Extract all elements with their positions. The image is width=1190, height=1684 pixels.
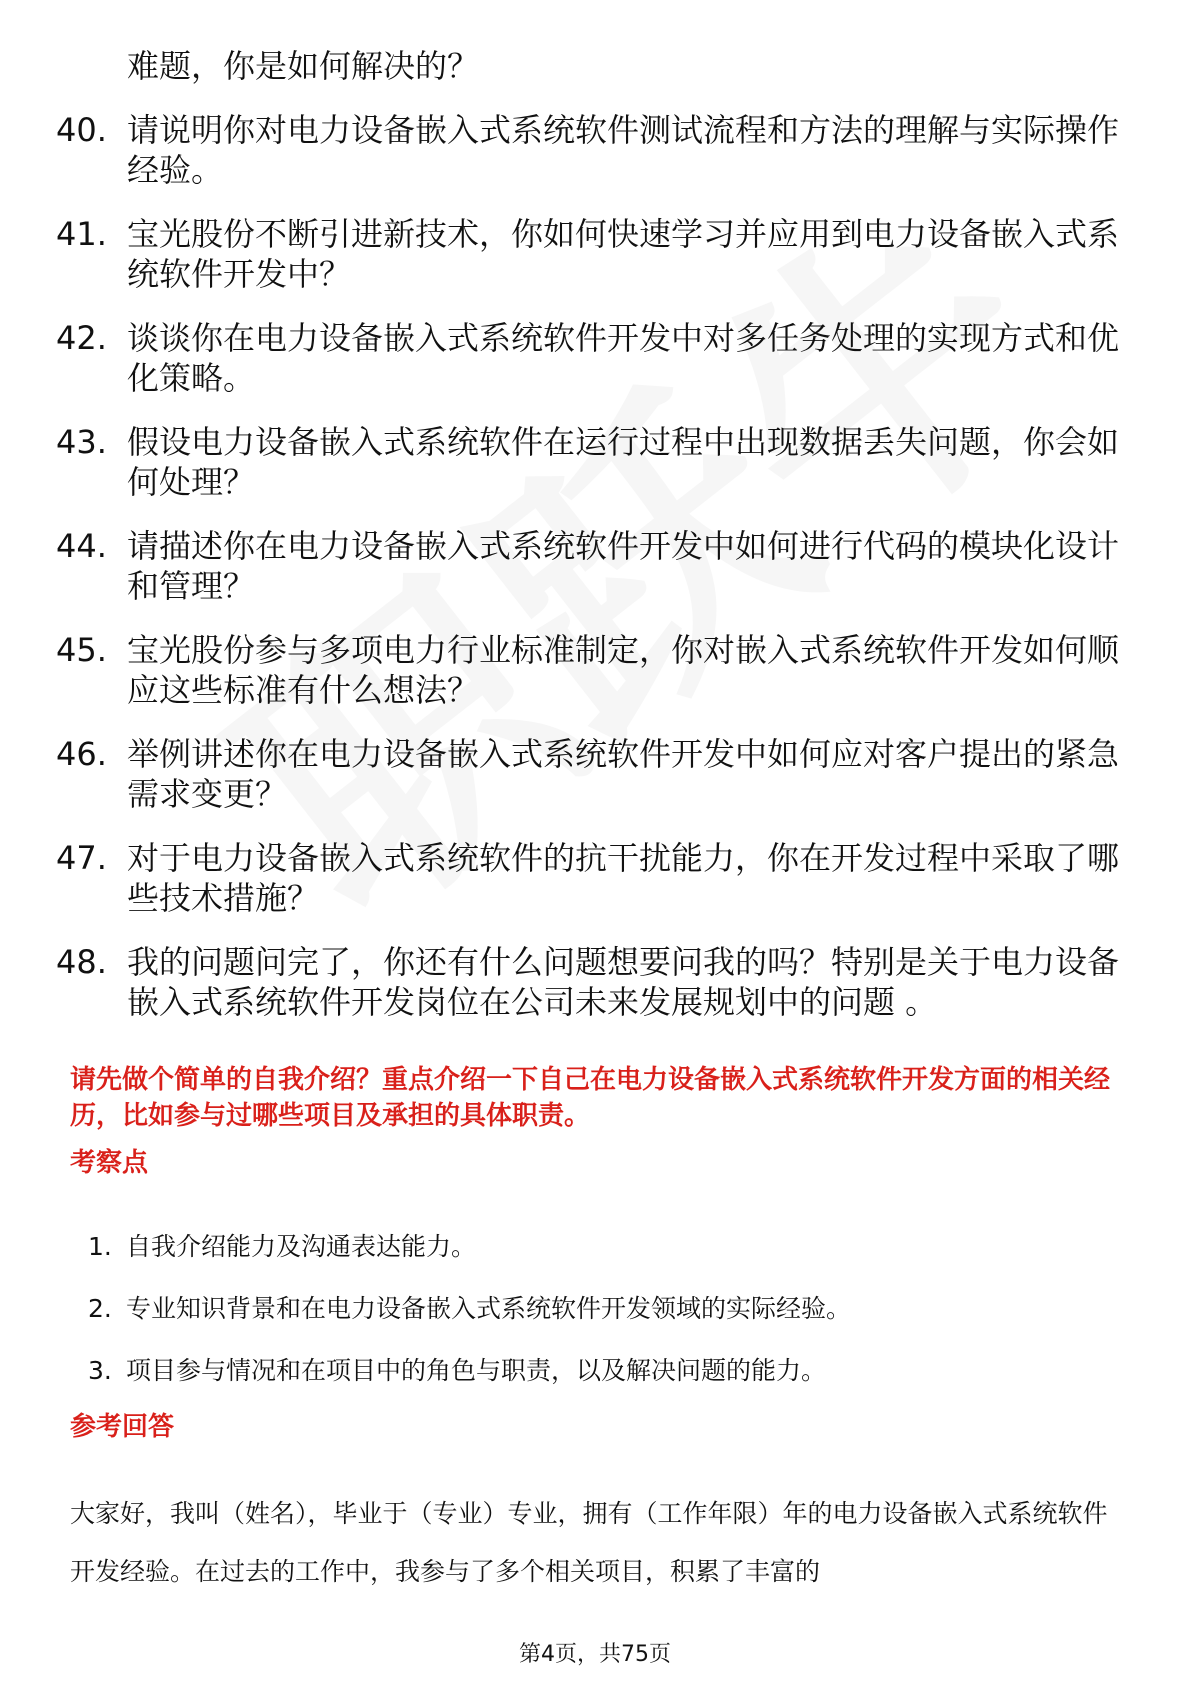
question-number: 46. — [56, 735, 107, 773]
page-number: 第4页，共75页 — [519, 1642, 671, 1667]
question-number: 41. — [56, 215, 107, 253]
question-number: 48. — [56, 943, 107, 981]
question-text: 宝光股份参与多项电力行业标准制定，你对嵌入式系统软件开发如何顺应这些标准有什么想法？ — [127, 631, 1120, 709]
question-text: 举例讲述你在电力设备嵌入式系统软件开发中如何应对客户提出的紧急需求变更？ — [127, 735, 1120, 813]
question-item — [0, 734, 1190, 838]
highlight-question: 请先做个简单的自我介绍？重点介绍一下自己在电力设备嵌入式系统软件开发方面的相关经历，比如参与过哪些项目及承担的具体职责。 — [70, 1065, 1111, 1131]
question-item — [0, 214, 1190, 318]
question-item — [0, 318, 1190, 422]
list-item-number: 3. — [88, 1356, 112, 1385]
question-text: 请说明你对电力设备嵌入式系统软件测试流程和方法的理解与实际操作经验。 — [127, 111, 1120, 189]
continued-question-text: 难题，你是如何解决的？ — [127, 47, 480, 85]
question-item — [0, 942, 1190, 1046]
question-text: 假设电力设备嵌入式系统软件在运行过程中出现数据丢失问题，你会如何处理？ — [127, 423, 1120, 501]
list-item — [0, 1230, 1190, 1292]
list-item-text: 专业知识背景和在电力设备嵌入式系统软件开发领域的实际经验。 — [126, 1294, 852, 1323]
exam-points-list — [0, 1230, 1190, 1416]
question-text: 对于电力设备嵌入式系统软件的抗干扰能力，你在开发过程中采取了哪些技术措施？ — [127, 839, 1120, 917]
reference-answer-heading: 参考回答 — [70, 1412, 175, 1442]
exam-points-heading: 考察点 — [70, 1148, 149, 1178]
question-item — [0, 630, 1190, 734]
reference-answer-text: 大家好，我叫（姓名），毕业于（专业）专业，拥有（工作年限）年的电力设备嵌入式系统软件开发经验。在过去的工作中，我参与了多个相关项目，积累了丰富的 — [70, 1499, 1108, 1586]
question-text: 请描述你在电力设备嵌入式系统软件开发中如何进行代码的模块化设计和管理？ — [127, 527, 1120, 605]
question-number: 42. — [56, 319, 107, 357]
list-item-text: 自我介绍能力及沟通表达能力。 — [126, 1232, 477, 1261]
question-list — [0, 110, 1190, 1046]
question-item — [0, 110, 1190, 214]
question-text: 宝光股份不断引进新技术，你如何快速学习并应用到电力设备嵌入式系统软件开发中？ — [127, 215, 1120, 293]
list-item — [0, 1354, 1190, 1416]
question-text: 我的问题问完了，你还有什么问题想要问我的吗？特别是关于电力设备嵌入式系统软件开发岗位在公司未来发展规划中的问题 。 — [127, 943, 1120, 1021]
list-item — [0, 1292, 1190, 1354]
question-item — [0, 526, 1190, 630]
question-number: 43. — [56, 423, 107, 461]
question-item — [0, 838, 1190, 942]
question-number: 44. — [56, 527, 107, 565]
question-number: 40. — [56, 111, 107, 149]
question-number: 47. — [56, 839, 107, 877]
question-item — [0, 422, 1190, 526]
list-item-number: 2. — [88, 1294, 112, 1323]
question-number: 45. — [56, 631, 107, 669]
list-item-text: 项目参与情况和在项目中的角色与职责，以及解决问题的能力。 — [126, 1356, 827, 1385]
list-item-number: 1. — [88, 1232, 112, 1261]
question-text: 谈谈你在电力设备嵌入式系统软件开发中对多任务处理的实现方式和优化策略。 — [127, 319, 1120, 397]
